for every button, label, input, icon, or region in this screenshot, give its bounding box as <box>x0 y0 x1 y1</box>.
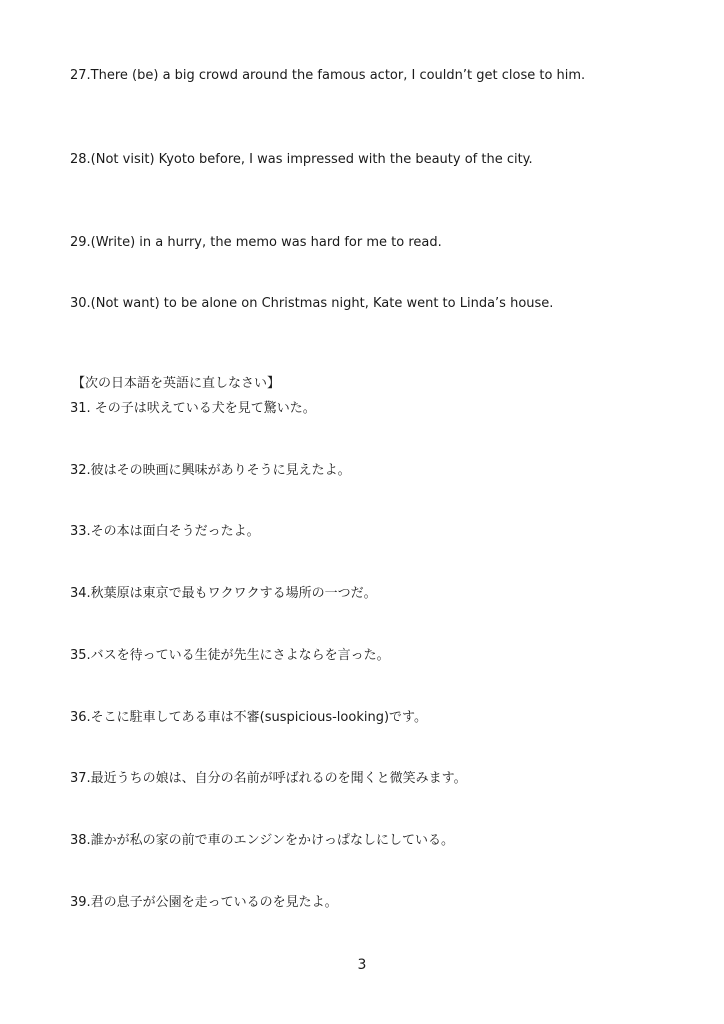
exercise-28: 28.(Not visit) Kyoto before, I was impressed with the beauty of the city. <box>70 152 533 167</box>
exercise-30: 30.(Not want) to be alone on Christmas night, Kate went to Linda’s house. <box>70 296 554 311</box>
exercise-34: 34.秋葉原は東京で最もワクワクする場所の一つだ。 <box>70 586 377 601</box>
exercise-38: 38.誰かが私の家の前で車のエンジンをかけっぱなしにしている。 <box>70 833 455 848</box>
exercise-39: 39.君の息子が公園を走っているのを見たよ。 <box>70 895 338 910</box>
exercise-31: 31. その子は吠えている犬を見て驚いた。 <box>70 401 316 416</box>
exercise-27: 27.There (be) a big crowd around the famous actor, I couldn’t get close to him. <box>70 68 586 83</box>
exercise-32: 32.彼はその映画に興味がありそうに見えたよ。 <box>70 463 351 478</box>
section-heading: 【次の日本語を英語に直しなさい】 <box>72 376 281 391</box>
exercise-36: 36.そこに駐車してある車は不審(suspicious-looking)です。 <box>70 710 427 725</box>
exercise-33: 33.その本は面白そうだったよ。 <box>70 524 260 539</box>
exercise-35: 35.バスを待っている生徒が先生にさよならを言った。 <box>70 648 390 663</box>
exercise-29: 29.(Write) in a hurry, the memo was hard for me to read. <box>70 235 442 250</box>
exercise-37: 37.最近うちの娘は、自分の名前が呼ばれるのを聞くと微笑みます。 <box>70 771 467 786</box>
page-number: 3 <box>357 957 367 973</box>
